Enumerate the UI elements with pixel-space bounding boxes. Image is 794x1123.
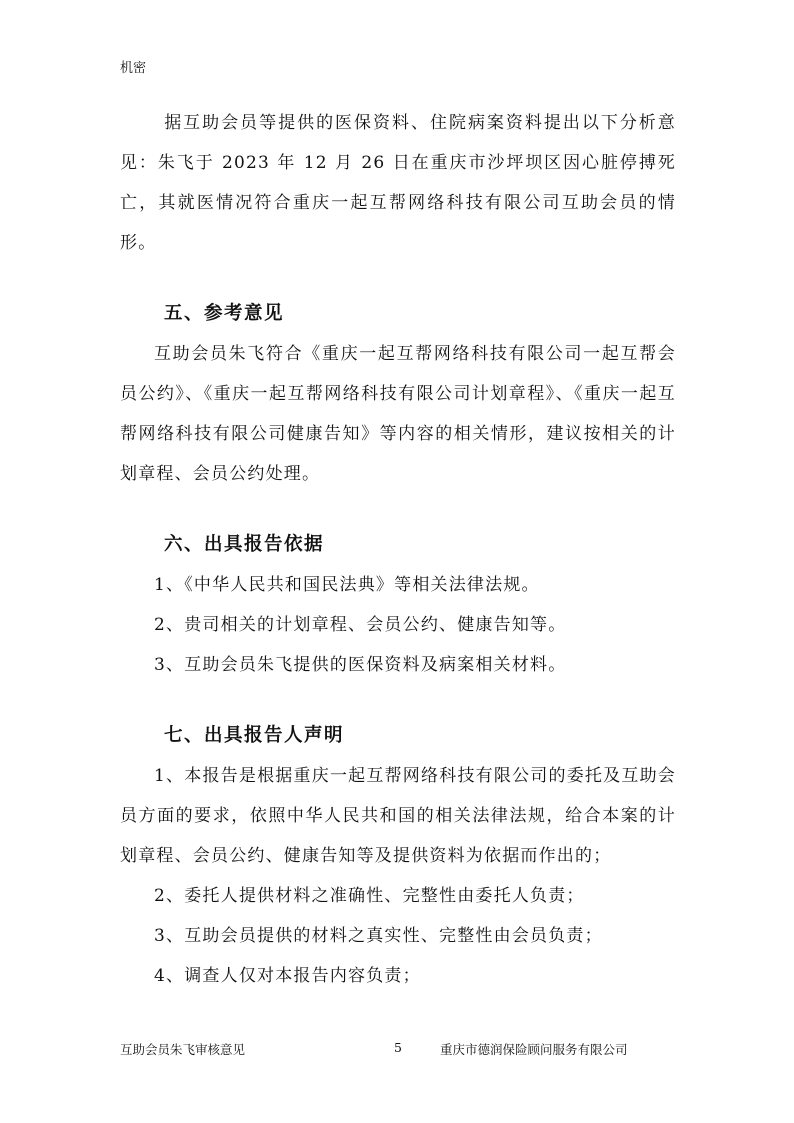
statement-item: 4、调查人仅对本报告内容负责；: [154, 966, 421, 986]
section-gap: [120, 263, 676, 294]
basis-item: 1、《中华人民共和国民法典》等相关法律法规。: [154, 575, 540, 595]
section-heading-reporter-statement: 七、出具报告人声明: [164, 725, 345, 746]
section-heading-report-basis: 六、出具报告依据: [164, 534, 325, 555]
basis-item: 2、贵司相关的计划章程、会员公约、健康告知等。: [154, 615, 567, 635]
footer-company-name: 重庆市德润保险顾问服务有限公司: [440, 1042, 628, 1057]
section-paragraph: 互助会员朱飞符合《重庆一起互帮网络科技有限公司一起互帮会员公约》、《重庆一起互帮网络科技有限公司计划章程》、《重庆一起互帮网络科技有限公司健康告知》等内容的相关情形，建议按相关的计划章程、会员公约处理。: [120, 344, 676, 484]
section-gap: [120, 685, 676, 716]
document-body: [120, 103, 676, 996]
footer-document-title: 互助会员朱飞审核意见: [120, 1042, 246, 1057]
section-gap: [120, 494, 676, 525]
confidential-label: 机密: [120, 61, 147, 76]
statement-item: 2、委托人提供材料之准确性、完整性由委托人负责；: [154, 886, 585, 906]
intro-paragraph: 据互助会员等提供的医保资料、住院病案资料提出以下分析意见：朱飞于 2023 年 12 月 26 日在重庆市沙坪坝区因心脏停搏死亡，其就医情况符合重庆一起互帮网络科技有限公司互助会员的情形。: [120, 113, 676, 253]
basis-item: 3、互助会员朱飞提供的医保资料及病案相关材料。: [154, 655, 567, 675]
statement-item: 3、互助会员提供的材料之真实性、完整性由会员负责；: [154, 926, 603, 946]
section-heading-reference-opinion: 五、参考意见: [164, 303, 285, 324]
statement-item: 1、本报告是根据重庆一起互帮网络科技有限公司的委托及互助会员方面的要求，依照中华人民共和国的相关法律法规，给合本案的计划章程、会员公约、健康告知等及提供资料为依据而作出的；: [120, 766, 676, 866]
footer-page-number: 5: [394, 1040, 402, 1055]
